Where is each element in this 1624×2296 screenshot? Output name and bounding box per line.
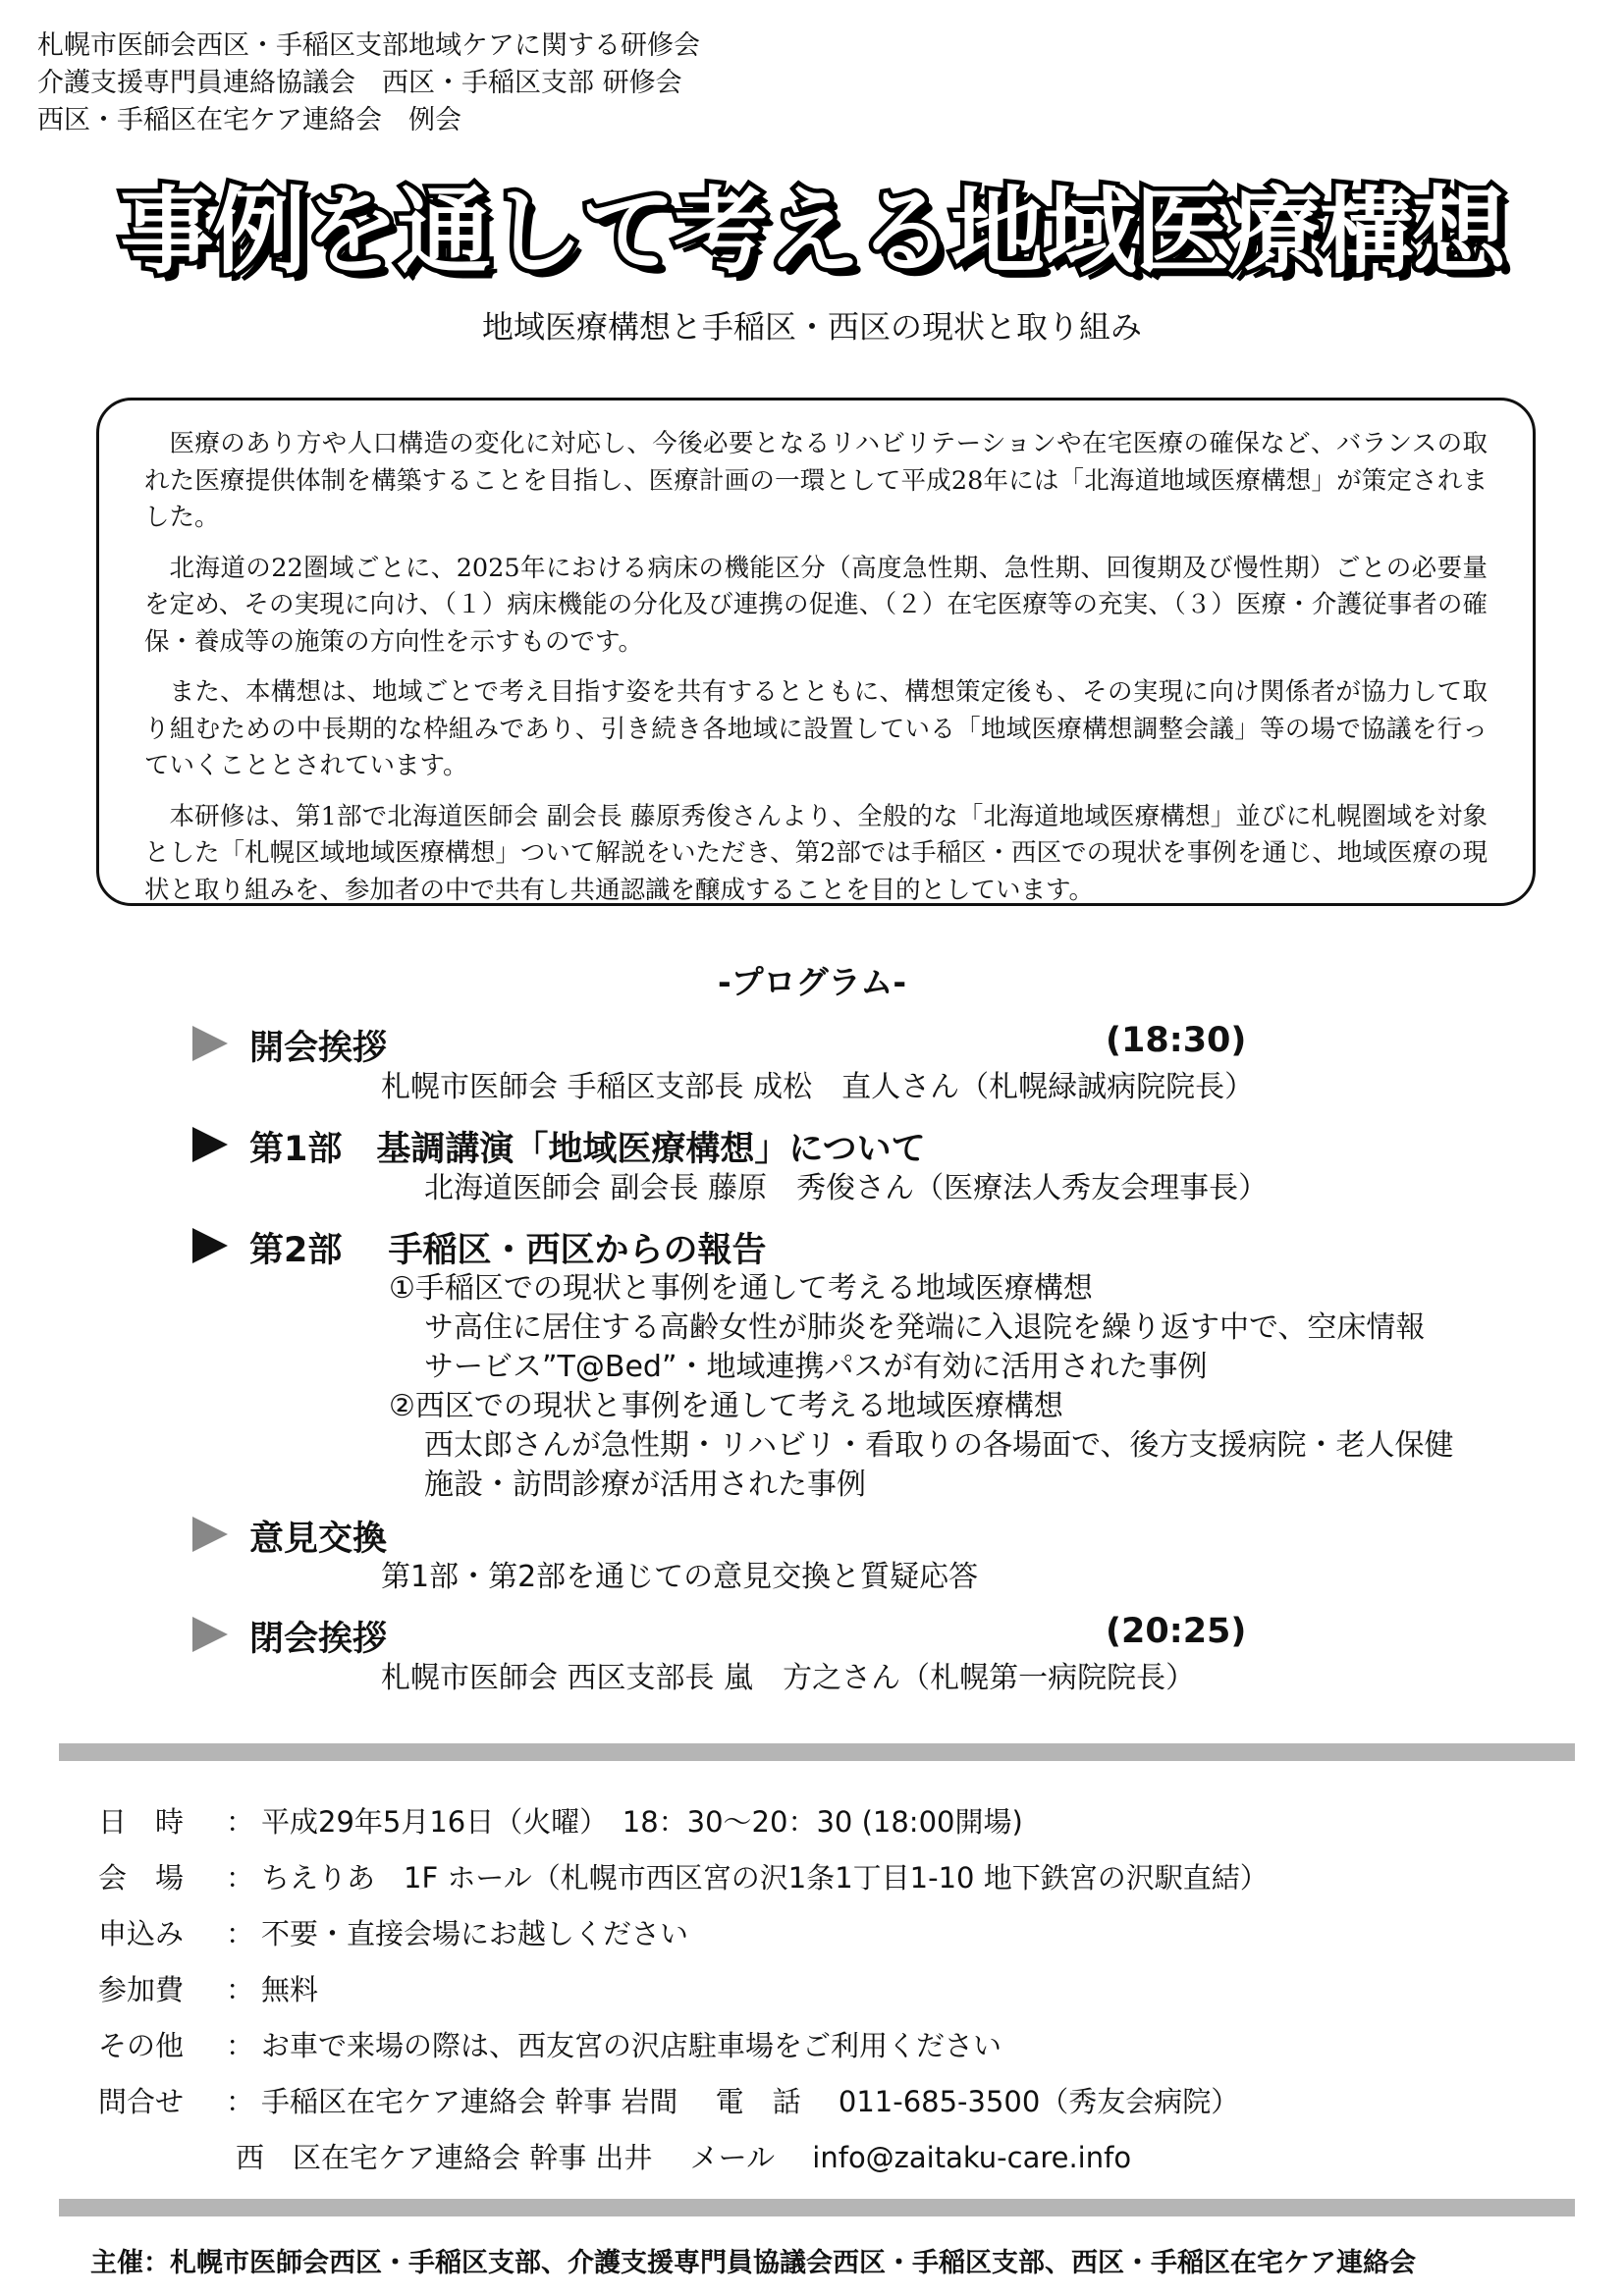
intro-box [96, 398, 1536, 906]
triangle-bullet-icon [192, 1026, 228, 1061]
divider-bar-top [59, 1743, 1575, 1761]
program-item-detail: 札幌市医師会 西区支部長 嵐 方之さん（札幌第一病院院長） [381, 1661, 1196, 1695]
program-item-detail: 札幌市医師会 手稲区支部長 成松 直人さん（札幌緑誠病院院長） [381, 1070, 1255, 1104]
info-apply: 申込み ： 不要・直接会場にお越しください [98, 1917, 689, 1950]
program-item-label: 閉会挨拶 [249, 1620, 388, 1659]
report-2-line-1: 西太郎さんが急性期・リハビリ・看取りの各場面で、後方支援病院・老人保健 [424, 1428, 1454, 1463]
page-title: 事例を通して考える地域医療構想 [120, 177, 1504, 287]
report-1-line-2: サービス”T@Bed”・地域連携パスが有効に活用された事例 [424, 1350, 1208, 1384]
other-value: お車で来場の際は、西友宮の沢店駐車場をご利用ください [261, 2029, 1002, 2062]
divider-bar-bottom [59, 2199, 1575, 2216]
triangle-bullet-icon [192, 1617, 228, 1652]
report-1-line-1: サ高住に居住する高齢女性が肺炎を発端に入退院を繰り返す中で、空床情報 [424, 1310, 1426, 1345]
hosts-footer: 主催：札幌市医師会西区・手稲区支部、介護支援専門員協議会西区・手稲区支部、西区・手稲区在宅ケア連絡会 [90, 2248, 1416, 2278]
report-2-title: ②西区での現状と事例を通して考える地域医療構想 [389, 1389, 1063, 1423]
program-item-time: (20:25) [1106, 1612, 1247, 1651]
info-date: 日 時 ： 平成29年5月16日（火曜） 18：30～20：30 (18:00開場) [98, 1805, 1023, 1839]
apply-value: 不要・直接会場にお越しください [261, 1917, 689, 1950]
organizer-line-3: 西区・手稲区在宅ケア連絡会 例会 [37, 105, 461, 135]
date-value: 平成29年5月16日（火曜） 18：30～20：30 (18:00開場) [261, 1805, 1023, 1839]
info-contact-2 [236, 2136, 1131, 2176]
program-item-detail: 第1部・第2部を通じての意見交換と質疑応答 [381, 1560, 979, 1594]
contact-value-2: 西 区在宅ケア連絡会 幹事 出井 メール info@zaitaku-care.info [236, 2141, 1132, 2174]
venue-value: ちえりあ 1F ホール（札幌市西区宮の沢1条1丁目1-10 地下鉄宮の沢駅直結） [261, 1861, 1269, 1895]
report-1-title: ①手稲区での現状と事例を通して考える地域医療構想 [389, 1271, 1093, 1306]
triangle-bullet-icon [192, 1517, 228, 1552]
fee-value: 無料 [261, 1973, 319, 2006]
intro-paragraph-1: 医療のあり方や人口構造の変化に対応し、今後必要となるリハビリテーションや在宅医療の確保など、バランスの取れた医療提供体制を構築することを目指し、医療計画の一環として平成28年には「北海道地域医療構想」が策定されました。 [144, 429, 1488, 532]
organizer-line-1: 札幌市医師会西区・手稲区支部地域ケアに関する研修会 [37, 30, 700, 61]
triangle-bullet-icon [192, 1228, 228, 1263]
organizer-header [37, 27, 700, 139]
info-contact: 問合せ ： 手稲区在宅ケア連絡会 幹事 岩間 電 話 011-685-3500（秀友会病院） [98, 2085, 1240, 2118]
program-item-label: 第2部 手稲区・西区からの報告 [249, 1231, 767, 1270]
contact-value-1: 手稲区在宅ケア連絡会 幹事 岩間 電 話 011-685-3500（秀友会病院） [261, 2085, 1240, 2118]
intro-paragraph-2: 北海道の22圏域ごとに、2025年における病床の機能区分（高度急性期、急性期、回復期及び慢性期）ごとの必要量を定め、その実現に向け、（１）病床機能の分化及び連携の促進、（２）在宅医療等の充実、（３）医療・介護従事者の確保・養成等の施策の方向性を示すものです。 [144, 553, 1488, 657]
intro-paragraph-4: 本研修は、第1部で北海道医師会 副会長 藤原秀俊さんより、全般的な「北海道地域医療構想」並びに札幌圏域を対象とした「札幌区域地域医療構想」ついて解説をいただき、第2部では手稲区・西区での現状を事例を通じ、地域医療の現状と取り組みを、参加者の中で共有し共通認識を醸成することを目的としています。 [144, 801, 1488, 905]
organizer-line-2: 介護支援専門員連絡協議会 西区・手稲区支部 研修会 [37, 68, 682, 98]
page-subtitle: 地域医療構想と手稲区・西区の現状と取り組み [481, 308, 1142, 346]
program-item-label: 第1部 基調講演「地域医療構想」について [249, 1130, 926, 1169]
info-venue: 会 場 ： ちえりあ 1F ホール（札幌市西区宮の沢1条1丁目1-10 地下鉄宮の沢駅直結） [98, 1861, 1269, 1895]
intro-paragraph-3: また、本構想は、地域ごとで考え目指す姿を共有するとともに、構想策定後も、その実現に向け関係者が協力して取り組むための中長期的な枠組みであり、引き続き各地域に設置している「地域医療構想調整会議」等の場で協議を行っていくこととされています。 [144, 677, 1488, 780]
program-item-label: 意見交換 [249, 1520, 388, 1559]
info-fee: 参加費 ： 無料 [98, 1973, 319, 2006]
program-heading: -プログラム- [717, 963, 907, 1001]
program-item-time: (18:30) [1106, 1021, 1247, 1060]
info-other: その他 ： お車で来場の際は、西友宮の沢店駐車場をご利用ください [98, 2029, 1002, 2062]
triangle-bullet-icon [192, 1127, 228, 1162]
program-item-label: 開会挨拶 [249, 1029, 388, 1068]
program-item-detail: 北海道医師会 副会長 藤原 秀俊さん（医療法人秀友会理事長） [424, 1171, 1269, 1205]
report-2-line-2: 施設・訪問診療が活用された事例 [424, 1468, 866, 1502]
